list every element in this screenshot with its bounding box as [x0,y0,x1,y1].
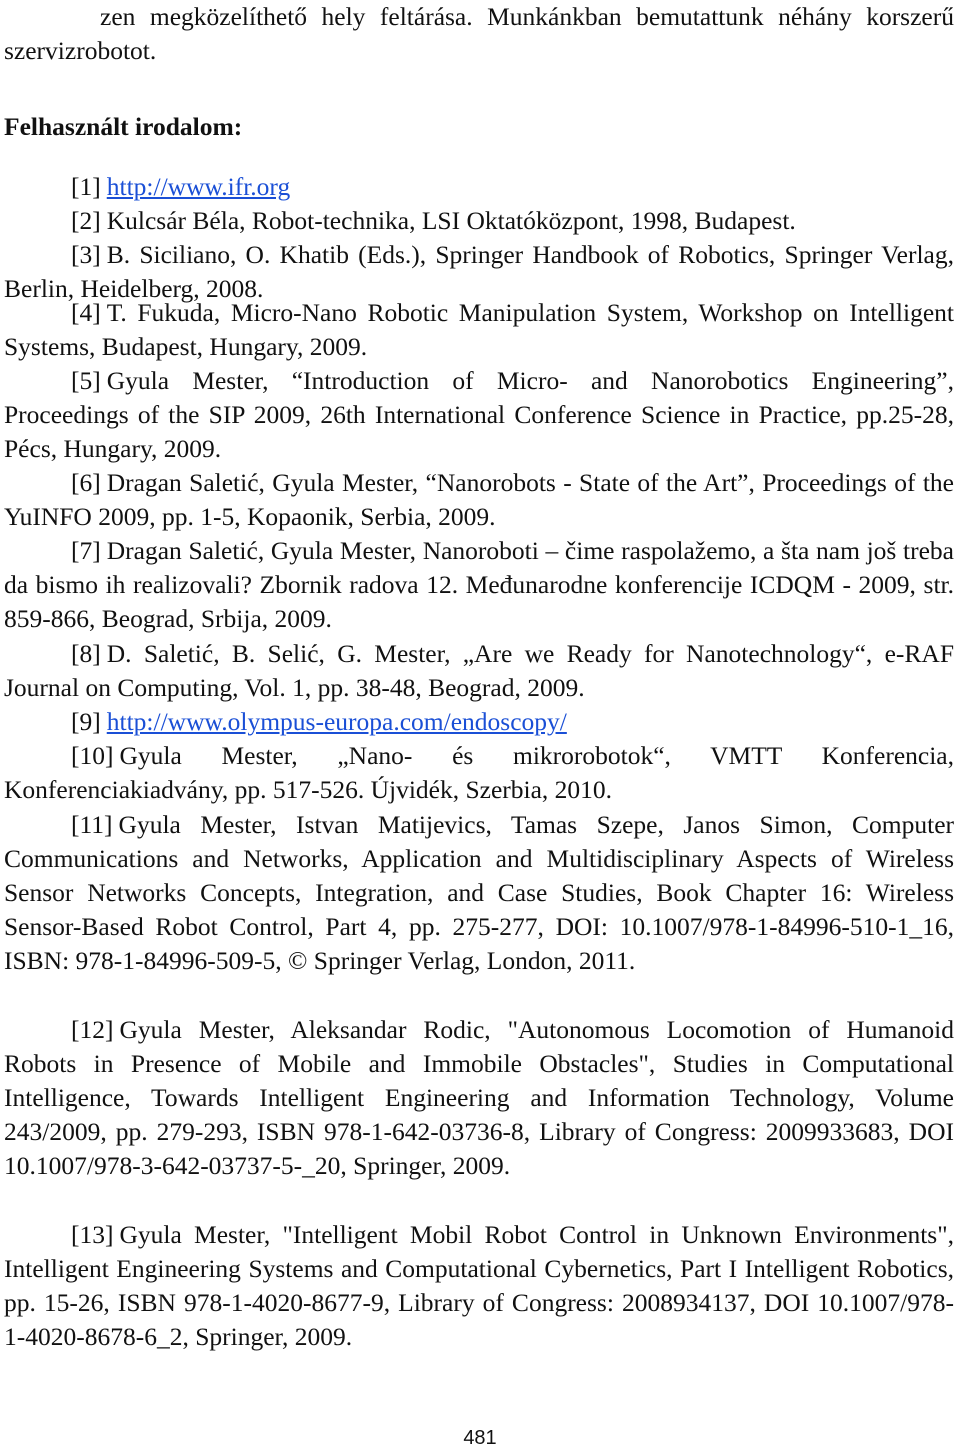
reference-text: B. Siciliano, O. Khatib (Eds.), Springer Handbook of Robotics, Springer Verlag, Berlin, Heidelberg, 2008. [4,240,954,303]
reference-12 [4,1013,954,1183]
reference-label: [10] [71,741,114,770]
reference-5 [4,364,954,466]
reference-label: [7] [71,536,101,565]
reference-text: Gyula Mester, „Nano- és mikrorobotok“, VMTT Konferencia, Konferenciakiadvány, pp. 517-526. Újvidék, Szerbia, 2010. [4,741,954,804]
reference-13 [4,1218,954,1354]
reference-label: [5] [71,366,101,395]
reference-text: T. Fukuda, Micro-Nano Robotic Manipulation System, Workshop on Intelligent Systems, Budapest, Hungary, 2009. [4,298,954,361]
reference-label: [3] [71,240,101,269]
reference-text: Gyula Mester, Istvan Matijevics, Tamas Szepe, Janos Simon, Computer Communications and Networks, Application and Multidisciplinary Aspects of Wireless Sensor Networks Concepts, Integration, and Case Studies, Book Chapter 16: Wireless Sensor-Based Robot Control, Part 4, pp. 275-277, DOI: 10.1007/978-1-84996-510-1_16, ISBN: 978-1-84996-509-5, © Springer Verlag, London, 2011. [4,810,954,975]
reference-link-ifr[interactable]: http://www.ifr.org [106,172,291,201]
reference-7 [4,534,954,636]
reference-text: D. Saletić, B. Selić, G. Mester, „Are we Ready for Nanotechnology“, e-RAF Journal on Computing, Vol. 1, pp. 38-48, Beograd, 2009. [4,639,954,702]
reference-1 [4,170,954,204]
reference-link-olympus[interactable]: http://www.olympus-europa.com/endoscopy/ [106,707,567,736]
reference-label: [13] [71,1220,114,1249]
reference-text: Gyula Mester, Aleksandar Rodic, "Autonomous Locomotion of Humanoid Robots in Presence of Mobile and Immobile Obstacles", Studies in Computational Intelligence, Towards Intelligent Engineering and Information Technology, Volume 243/2009, pp. 279-293, ISBN 978-1-642-03736-8, Library of Congress: 2009933683, DOI 10.1007/978-3-642-03737-5-_20, Springer, 2009. [4,1015,954,1180]
reference-10 [4,739,954,807]
reference-text: Kulcsár Béla, Robot-technika, LSI Oktatóközpont, 1998, Budapest. [106,206,796,235]
references-heading: Felhasznált irodalom: [4,112,243,141]
reference-2 [4,204,954,238]
reference-8 [4,637,954,705]
reference-label: [1] [71,172,101,201]
reference-9 [4,705,954,739]
reference-label: [6] [71,468,101,497]
reference-11 [4,808,954,978]
reference-text: Dragan Saletić, Gyula Mester, “Nanorobots - State of the Art”, Proceedings of the YuINFO 2009, pp. 1-5, Kopaonik, Serbia, 2009. [4,468,954,531]
reference-4 [4,296,954,364]
intro-paragraph: zen megközelíthető hely feltárása. Munkánkban bemutattunk néhány korszerű szervizrobotot. [4,2,954,65]
reference-label: [11] [71,810,113,839]
reference-6 [4,466,954,534]
page-number: 481 [463,1427,497,1449]
reference-text: Gyula Mester, “Introduction of Micro- and Nanorobotics Engineering”, Proceedings of the SIP 2009, 26th International Conference Science in Practice, pp.25-28, Pécs, Hungary, 2009. [4,366,954,463]
reference-text: Gyula Mester, "Intelligent Mobil Robot Control in Unknown Environments", Intelligent Engineering Systems and Computational Cybernetics, Part I Intelligent Robotics, pp. 15-26, ISBN 978-1-4020-8677-9, Library of Congress: 2008934137, DOI 10.1007/978-1-4020-8678-6_2, Springer, 2009. [4,1220,954,1351]
reference-label: [4] [71,298,101,327]
reference-text: Dragan Saletić, Gyula Mester, Nanoroboti – čime raspolažemo, a šta nam još treba da bismo ih realizovali? Zbornik radova 12. Međunarodne konferencije ICDQM - 2009, str. 859-866, Beograd, Srbija, 2009. [4,536,954,633]
reference-label: [9] [71,707,101,736]
reference-label: [2] [71,206,101,235]
reference-label: [8] [71,639,101,668]
reference-label: [12] [71,1015,114,1044]
